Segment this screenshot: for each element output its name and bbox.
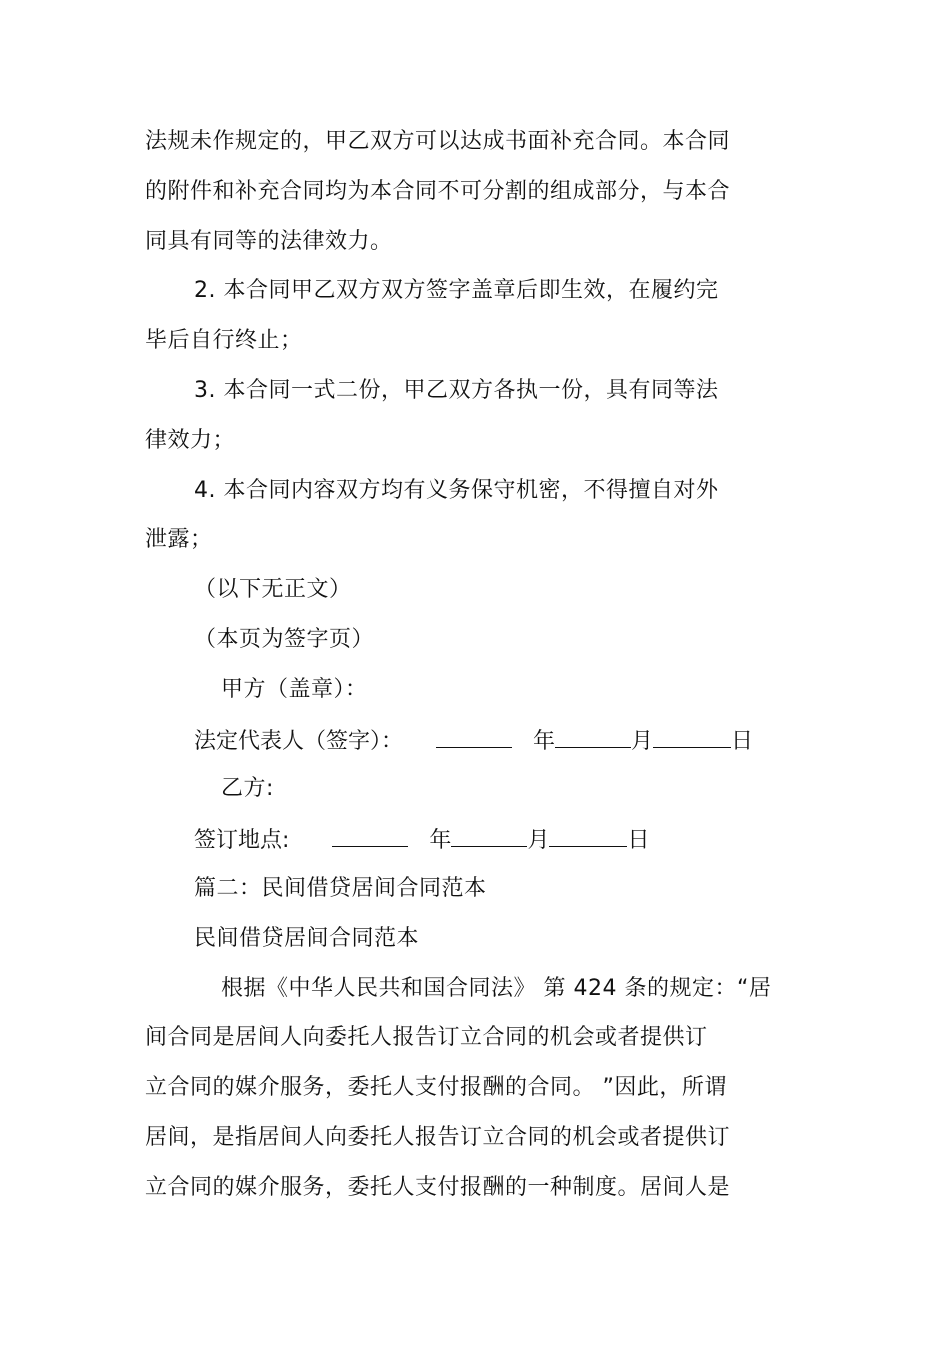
clause-3: 3. 本合同一式二份，甲乙双方各执一份，具有同等法 (194, 378, 719, 403)
text-line: 根据《中华人民共和国合同法》 第 424 条的规定：“居 (221, 976, 772, 1001)
blank-field (332, 824, 408, 847)
representative-label: 法定代表人（签字）： (194, 729, 404, 754)
blank-field (451, 824, 527, 847)
clause-2: 2. 本合同甲乙双方双方签字盖章后即生效，在履约完 (194, 278, 719, 303)
party-a-seal-label: 甲方（盖章）： (221, 677, 368, 702)
text-line: 律效力； (145, 428, 236, 453)
blank-field (436, 725, 512, 748)
text-line: 的附件和补充合同均为本合同不可分割的组成部分，与本合 (145, 179, 731, 204)
year-label: 年 (533, 729, 556, 754)
text-line: 立合同的媒介服务，委托人支付报酬的一种制度。居间人是 (145, 1175, 731, 1200)
text-line: 居间，是指居间人向委托人报告订立合同的机会或者提供订 (145, 1125, 731, 1150)
blank-field (555, 725, 631, 748)
blank-field (653, 725, 731, 748)
section-heading: 篇二：民间借贷居间合同范本 (194, 876, 487, 901)
text-line: 同具有同等的法律效力。 (145, 229, 393, 254)
text-line: 立合同的媒介服务，委托人支付报酬的合同。 ”因此，所谓 (145, 1075, 727, 1100)
signing-place-label: 签订地点: (194, 828, 290, 853)
text-line: 法规未作规定的，甲乙双方可以达成书面补充合同。本合同 (145, 129, 731, 154)
signing-place-line (194, 824, 649, 856)
year-label: 年 (429, 828, 452, 853)
blank-field (549, 824, 627, 847)
no-more-text-note: （以下无正文） (194, 577, 352, 602)
text-line: 毕后自行终止； (145, 328, 303, 353)
document-title: 民间借贷居间合同范本 (194, 926, 420, 951)
signature-page-note: （本页为签字页） (194, 627, 375, 652)
text-line: 间合同是居间人向委托人报告订立合同的机会或者提供订 (145, 1025, 708, 1050)
day-label: 日 (731, 729, 754, 754)
month-label: 月 (527, 828, 550, 853)
day-label: 日 (627, 828, 650, 853)
month-label: 月 (631, 729, 654, 754)
representative-signature-line (194, 725, 753, 757)
party-b-label: 乙方: (221, 776, 274, 801)
clause-4: 4. 本合同内容双方均有义务保守机密，不得擅自对外 (194, 478, 719, 503)
text-line: 泄露； (145, 527, 213, 552)
